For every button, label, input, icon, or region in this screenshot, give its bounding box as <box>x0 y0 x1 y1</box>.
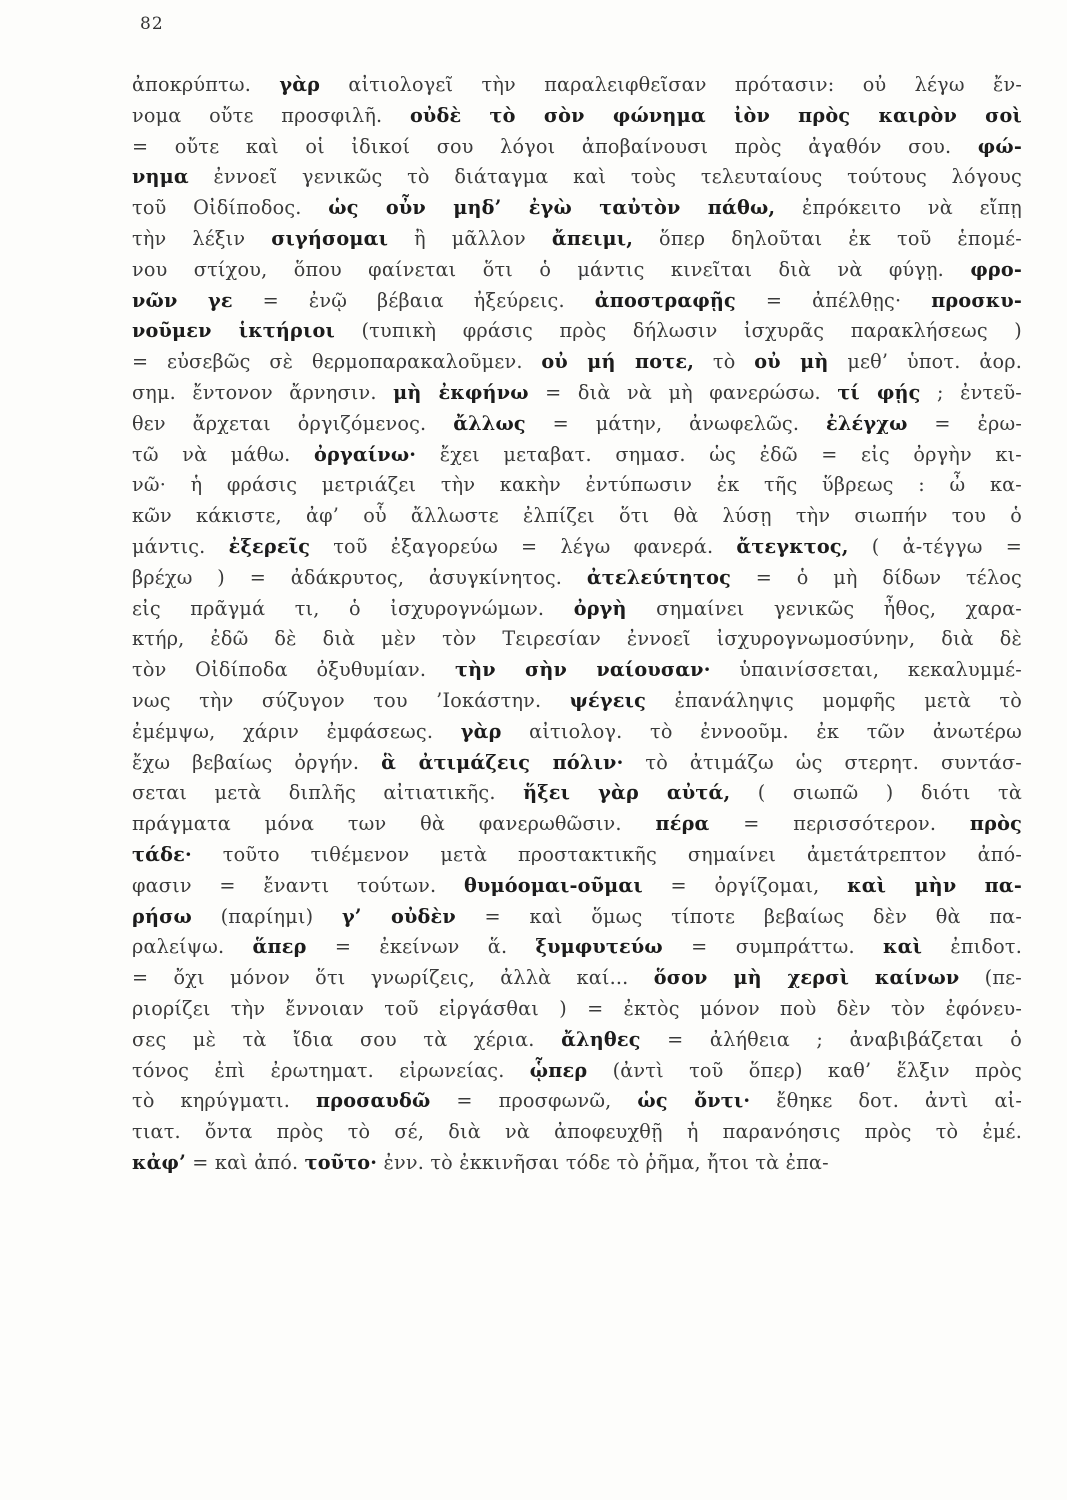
lemma-bold: νῶν γε <box>132 288 233 312</box>
gloss-text: = καὶ ὅμως τίποτε βεβαίως δὲν θὰ πα- <box>455 904 1022 928</box>
text-line <box>132 809 1022 840</box>
gloss-text: ἔχω βεβαίως ὀργήν. <box>132 750 382 774</box>
text-line <box>132 655 1022 686</box>
lemma-bold: προσαυδῶ <box>316 1089 431 1113</box>
text-line <box>132 594 1022 625</box>
gloss-text: τῶ νὰ μάθω. <box>132 442 315 466</box>
gloss-text: = ὀργίζομαι, <box>642 873 848 897</box>
lemma-bold: καὶ μὴν πα- <box>847 873 1023 897</box>
gloss-text: θεν ἄρχεται ὀργιζόμενος. <box>132 411 454 435</box>
lemma-bold: οὐ μὴ <box>754 350 829 374</box>
gloss-text: νῶ· ἡ φράσις μετριάζει τὴν κακὴν ἐντύπωσιν ἐκ τῆς ὕβρεως : ὦ κα- <box>132 473 1022 497</box>
gloss-text: = ἐρω- <box>907 411 1022 435</box>
gloss-text: τόνος ἐπὶ ἐρωτηματ. εἰρωνείας. <box>132 1058 530 1082</box>
gloss-text: φασιν = ἔναντι τούτων. <box>132 873 465 897</box>
text-line <box>132 1117 1022 1148</box>
gloss-text: ἔθηκε δοτ. ἀντὶ αἰ- <box>750 1089 1023 1113</box>
lemma-bold: ὅσον μὴ χερσὶ καίνων <box>653 966 960 990</box>
text-line <box>132 409 1022 440</box>
lemma-bold: τί φῄς <box>837 380 921 404</box>
gloss-text: τὸ ἀτιμάζω ὡς στερητ. συντάσ- <box>623 750 1022 774</box>
gloss-text: ριορίζει τὴν ἔννοιαν τοῦ εἰργάσθαι ) = ἐκτὸς μόνον ποὺ δὲν τὸν ἐφόνευ- <box>132 996 1022 1020</box>
gloss-text: = ἀπέλθῃς· <box>735 288 932 312</box>
gloss-text: σες μὲ τὰ ἴδια σου τὰ χέρια. <box>132 1027 562 1051</box>
text-line <box>132 347 1022 378</box>
lemma-bold: ὀργὴ <box>573 596 627 620</box>
gloss-text: σεται μετὰ διπλῆς αἰτιατικῆς. <box>132 781 524 805</box>
gloss-text: τοῦτο τιθέμενον μετὰ προστακτικῆς σημαίνει ἀμετάτρεπτον ἀπό- <box>191 842 1022 866</box>
text-line <box>132 101 1022 132</box>
gloss-text: ἐμέμψω, χάριν ἐμφάσεως. <box>132 719 461 743</box>
lemma-bold: ρήσω <box>132 904 192 928</box>
text-line <box>132 1148 1022 1179</box>
text-line <box>132 963 1022 994</box>
gloss-text: = εὐσεβῶς σὲ θερμοπαρακαλοῦμεν. <box>132 350 542 374</box>
lemma-bold: οὐ μή ποτε, <box>541 350 695 374</box>
gloss-text: = διὰ νὰ μὴ φανερώσω. <box>528 380 838 404</box>
text-line <box>132 316 1022 347</box>
gloss-text: ( σιωπῶ ) διότι τὰ <box>730 781 1022 805</box>
lemma-bold: ἄτεγκτος, <box>736 534 849 558</box>
gloss-text: ἐπρόκειτο νὰ εἴπῃ <box>775 196 1022 220</box>
gloss-text: ἐνν. τὸ ἐκκινῆσαι τόδε τὸ ῥῆμα, ἤτοι τὰ ἐπα- <box>377 1150 829 1174</box>
lemma-bold: τοῦτο· <box>304 1150 378 1174</box>
gloss-text: τὸ <box>694 350 755 374</box>
text-line <box>132 193 1022 224</box>
gloss-text: σημαίνει γενικῶς ἦθος, χαρα- <box>626 596 1022 620</box>
gloss-text: ; ἐντεῦ- <box>920 380 1022 404</box>
gloss-text: εἰς πρᾶγμά τι, ὁ ἰσχυρογνώμων. <box>132 596 574 620</box>
gloss-text: ἢ μᾶλλον <box>388 226 552 250</box>
lemma-bold: ἄλλως <box>453 411 526 435</box>
lemma-bold: ὀργαίνω· <box>314 442 417 466</box>
lemma-bold: ἥξει γὰρ αὐτά, <box>523 781 731 805</box>
text-line <box>132 871 1022 902</box>
gloss-text: ἐννοεῖ γενικῶς τὸ διάταγμα καὶ τοὺς τελευταίους τούτους λόγους <box>188 165 1022 189</box>
lemma-bold: ἅπερ <box>252 935 307 959</box>
lemma-bold: πρὸς <box>969 812 1022 836</box>
text-line <box>132 378 1022 409</box>
gloss-text: ( ἀ-τέγγω = <box>848 534 1022 558</box>
text-line <box>132 624 1022 655</box>
lemma-bold: ξυμφυτεύω <box>535 935 663 959</box>
text-line <box>132 563 1022 594</box>
gloss-text: = περισσότερον. <box>709 812 970 836</box>
lemma-bold: προσκυ- <box>931 288 1022 312</box>
gloss-text: σημ. ἔντονον ἄρνησιν. <box>132 380 394 404</box>
text-line <box>132 532 1022 563</box>
gloss-text: βρέχω ) = ἀδάκρυτος, ἀσυγκίνητος. <box>132 565 587 589</box>
lemma-bold: νημα <box>132 165 189 189</box>
text-line <box>132 501 1022 532</box>
text-line <box>132 994 1022 1025</box>
gloss-text: νως τὴν σύζυγον του ’Ιοκάστην. <box>132 688 570 712</box>
gloss-text: πράγματα μόνα των θὰ φανερωθῶσιν. <box>132 812 656 836</box>
text-line <box>132 224 1022 255</box>
gloss-text: τιατ. ὄντα πρὸς τὸ σέ, διὰ νὰ ἀποφευχθῇ ἡ παρανόησις πρὸς τὸ ἐμέ. <box>132 1120 1022 1144</box>
lemma-bold: φρο- <box>970 257 1022 281</box>
gloss-text: = συμπράττω. <box>662 935 884 959</box>
commentary-text <box>132 70 1022 1179</box>
gloss-text: = μάτην, ἀνωφελῶς. <box>525 411 827 435</box>
lemma-bold: φώ- <box>977 134 1022 158</box>
gloss-text: ραλείψω. <box>132 935 253 959</box>
lemma-bold: θυμόομαι-οῦμαι <box>464 873 643 897</box>
gloss-text: = ἀλήθεια ; ἀναβιβάζεται ὁ <box>640 1027 1022 1051</box>
lemma-bold: ἃ ἀτιμάζεις πόλιν· <box>381 750 624 774</box>
lemma-bold: μὴ ἐκφήνω <box>393 380 529 404</box>
gloss-text: ἔχει μεταβατ. σημασ. ὡς ἐδῶ = εἰς ὀργὴν κι- <box>416 442 1022 466</box>
lemma-bold: σιγήσομαι <box>271 226 389 250</box>
gloss-text: = καὶ ἀπό. <box>186 1150 305 1174</box>
gloss-text: = οὔτε καὶ οἱ ἰδικοί σου λόγοι ἀποβαίνουσι πρὸς ἀγαθόν σου. <box>132 134 978 158</box>
lemma-bold: τάδε· <box>132 842 192 866</box>
gloss-text: κτήρ, ἐδῶ δὲ διὰ μὲν τὸν Τειρεσίαν ἐννοεῖ ἰσχυρογνωμοσύνην, διὰ δὲ <box>132 627 1022 651</box>
gloss-text: κῶν κάκιστε, ἀφ’ οὗ ἄλλωστε ἐλπίζει ὅτι θὰ λύσῃ τὴν σιωπήν του ὁ <box>132 504 1022 528</box>
gloss-text: = ἐκείνων ἅ. <box>306 935 536 959</box>
text-line <box>132 286 1022 317</box>
gloss-text: (πε- <box>959 966 1022 990</box>
gloss-text: νομα οὔτε προσφιλῆ. <box>132 103 410 127</box>
lemma-bold: καὶ <box>883 935 923 959</box>
text-line <box>132 470 1022 501</box>
text-line <box>132 686 1022 717</box>
gloss-text: αἰτιολογεῖ τὴν παραλειφθεῖσαν πρότασιν: οὐ λέγω ἔν- <box>320 73 1023 96</box>
text-line <box>132 748 1022 779</box>
lemma-bold: πέρα <box>655 812 710 836</box>
lemma-bold: ἄληθες <box>561 1027 641 1051</box>
text-line <box>132 717 1022 748</box>
text-line <box>132 1025 1022 1056</box>
gloss-text: = ὄχι μόνον ὅτι γνωρίζεις, ἀλλὰ καί... <box>132 966 654 990</box>
lemma-bold: γ’ οὐδὲν <box>341 904 456 928</box>
text-line <box>132 1086 1022 1117</box>
gloss-text: τοῦ Οἰδίποδος. <box>132 196 329 220</box>
text-line <box>132 778 1022 809</box>
text-line <box>132 70 1022 101</box>
text-line <box>132 440 1022 471</box>
gloss-text: (παρίημι) <box>191 904 342 928</box>
gloss-text: μεθ’ ὑποτ. ἀορ. <box>828 350 1023 374</box>
gloss-text: τὴν λέξιν <box>132 226 272 250</box>
lemma-bold: ἐλέγχω <box>826 411 908 435</box>
gloss-text: ὑπαινίσσεται, κεκαλυμμέ- <box>710 658 1022 682</box>
lemma-bold: κἀφ’ <box>132 1150 186 1174</box>
lemma-bold: ἀποστραφῇς <box>594 288 736 312</box>
gloss-text: τὸν Οἰδίποδα ὀξυθυμίαν. <box>132 658 455 682</box>
lemma-bold: ψέγεις <box>569 688 647 712</box>
text-line <box>132 255 1022 286</box>
text-line <box>132 932 1022 963</box>
page-number: 82 <box>140 14 164 34</box>
text-line <box>132 840 1022 871</box>
gloss-text: = ἐνῷ βέβαια ἠξεύρεις. <box>232 288 595 312</box>
lemma-bold: γὰρ <box>460 719 502 743</box>
text-line <box>132 162 1022 193</box>
gloss-text: τὸ κηρύγματι. <box>132 1089 316 1113</box>
text-line <box>132 1056 1022 1087</box>
gloss-text: ἐπιδοτ. <box>922 935 1022 959</box>
lemma-bold: οὐδὲ τὸ σὸν φώνημα ἰὸν πρὸς καιρὸν σοὶ <box>409 103 1022 127</box>
lemma-bold: γὰρ <box>279 73 321 96</box>
gloss-text: ὅπερ δηλοῦται ἐκ τοῦ ἑπομέ- <box>633 226 1022 250</box>
lemma-bold: ᾧπερ <box>529 1058 588 1082</box>
gloss-text: = προσφωνῶ, <box>430 1089 638 1113</box>
text-line <box>132 132 1022 163</box>
gloss-text: αἰτιολογ. τὸ ἐννοοῦμ. ἐκ τῶν ἀνωτέρω <box>501 719 1022 743</box>
gloss-text: ἐπανάληψις μομφῆς μετὰ τὸ <box>646 688 1022 712</box>
lemma-bold: ἄπειμι, <box>551 226 634 250</box>
lemma-bold: ὡς ὄντι· <box>637 1089 751 1113</box>
gloss-text: τοῦ ἐξαγορεύω = λέγω φανερά. <box>310 534 737 558</box>
text-line <box>132 902 1022 933</box>
gloss-text: = ὁ μὴ δίδων τέλος <box>731 565 1022 589</box>
lemma-bold: τὴν σὴν ναίουσαν· <box>454 658 711 682</box>
gloss-text: ἀποκρύπτω. <box>132 73 280 96</box>
lemma-bold: ἀτελεύτητος <box>586 565 732 589</box>
gloss-text: (τυπικὴ φράσις πρὸς δήλωσιν ἰσχυρᾶς παρακλήσεως ) <box>334 319 1022 343</box>
gloss-text: νου στίχου, ὅπου φαίνεται ὅτι ὁ μάντις κινεῖται διὰ νὰ φύγῃ. <box>132 257 971 281</box>
gloss-text: μάντις. <box>132 534 229 558</box>
lemma-bold: νοῦμεν ἱκτήριοι <box>132 319 335 343</box>
gloss-text: (ἀντὶ τοῦ ὅπερ) καθ’ ἕλξιν πρὸς <box>587 1058 1022 1082</box>
lemma-bold: ἐξερεῖς <box>228 534 311 558</box>
lemma-bold: ὡς οὖν μηδ’ ἐγὼ ταὐτὸν πάθω, <box>328 196 776 220</box>
